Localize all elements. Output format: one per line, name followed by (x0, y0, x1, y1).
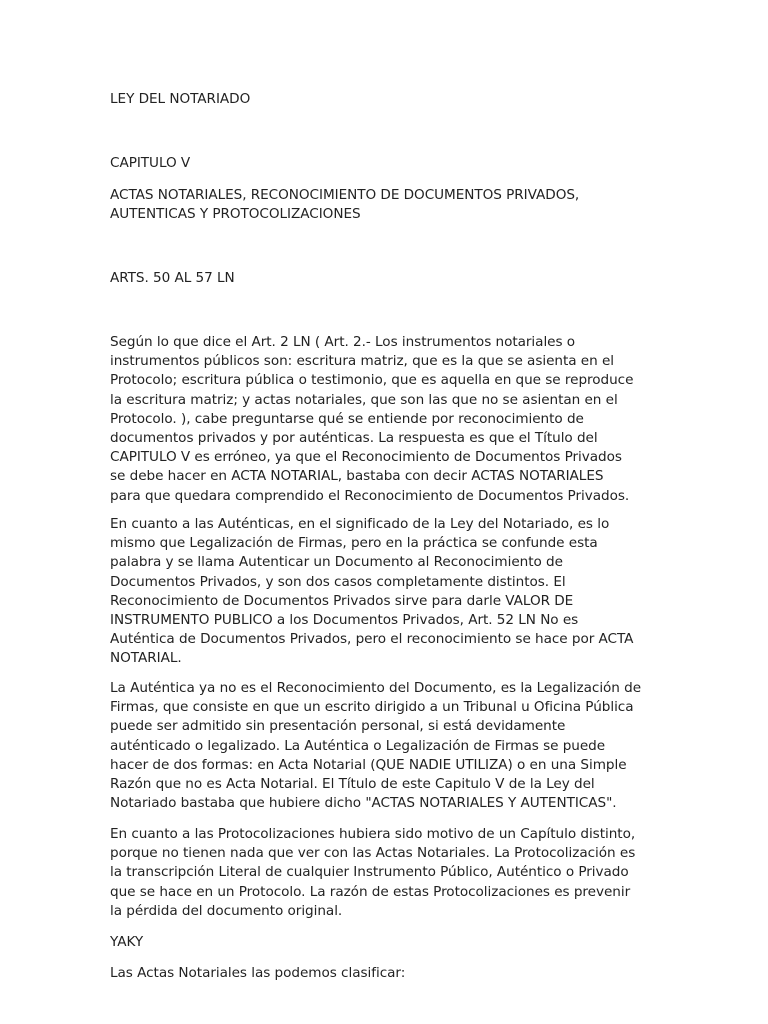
paragraph-4: En cuanto a las Protocolizaciones hubiera sido motivo de un Capítulo distinto, porque no tienen nada que ver con las Actas Notariales. La Protocolización es la transcripción Literal de cualquier Instrumento Público, Auténtico o Privado que se hace en un Protocolo. La razón de estas Protocolizaciones es prevenir la pérdida del documento original. (110, 826, 636, 919)
paragraph-1: Según lo que dice el Art. 2 LN ( Art. 2.- Los instrumentos notariales o instrumentos públicos son: escritura matriz, que es la que se asienta en el Protocolo; escritura pública o testimonio, que es aquella en que se reproduce la escritura matriz; y actas notariales, que son las que no se asientan en el Protocolo. ), cabe preguntarse qué se entiende por reconocimiento de documentos privados y por auténticas. La respuesta es que el Título del CAPITULO V es erróneo, ya que el Reconocimiento de Documentos Privados se debe hacer en ACTA NOTARIAL, bastaba con decir ACTAS NOTARIALES para que quedara comprendido el Reconocimiento de Documentos Privados. (110, 334, 634, 504)
paragraph-2: En cuanto a las Auténticas, en el significado de la Ley del Notariado, es lo mismo que Legalización de Firmas, pero en la práctica se confunde esta palabra y se llama Autenticar un Documento al Reconocimiento de Documentos Privados, y son dos casos completamente distintos. El Reconocimiento de Documentos Privados sirve para darle VALOR DE INSTRUMENTO PUBLICO a los Documentos Privados, Art. 52 LN No es Auténtica de Documentos Privados, pero el reconocimiento se hace por ACTA NOTARIAL. (110, 516, 634, 667)
document-title: LEY DEL NOTARIADO (110, 91, 251, 107)
articles-reference: ARTS. 50 AL 57 LN (110, 270, 235, 286)
chapter-title: ACTAS NOTARIALES, RECONOCIMIENTO DE DOCUMENTOS PRIVADOS, AUTENTICAS Y PROTOCOLIZACIONES (110, 187, 580, 223)
closing-line: Las Actas Notariales las podemos clasificar: (110, 965, 406, 981)
signature: YAKY (110, 934, 144, 950)
chapter-heading: CAPITULO V (110, 155, 191, 171)
paragraph-3: La Auténtica ya no es el Reconocimiento del Documento, es la Legalización de Firmas, que consiste en que un escrito dirigido a un Tribunal u Oficina Pública puede ser admitido sin presentación personal, si está devidamente auténticado o legalizado. La Auténtica o Legalización de Firmas se puede hacer de dos formas: en Acta Notarial (QUE NADIE UTILIZA) o en una Simple Razón que no es Acta Notarial. El Título de este Capitulo V de la Ley del Notariado bastaba que hubiere dicho "ACTAS NOTARIALES Y AUTENTICAS". (110, 680, 642, 812)
